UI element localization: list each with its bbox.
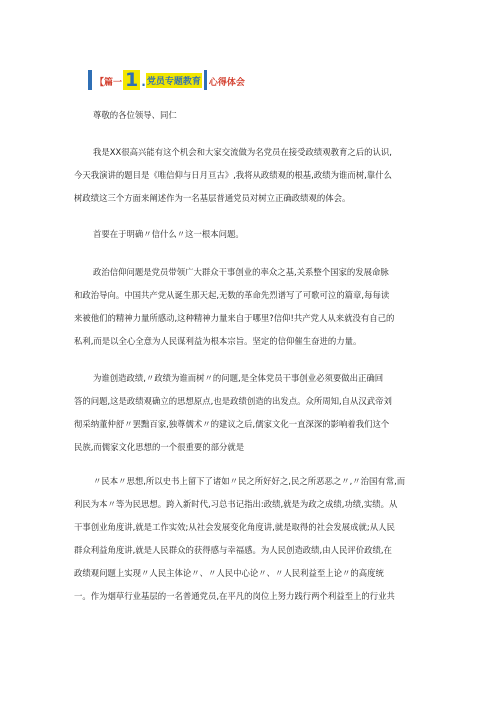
- paragraph-line: 和政治导向。中国共产党从诞生那天起,无数的革命先烈谱写了可歌可泣的篇章,每每读: [74, 290, 390, 300]
- document-title: [88, 66, 245, 90]
- paragraph-line: 〃民本〃思想,所以史书上留下了诸如〃民之所好好之,民之所恶恶之〃,〃治国有常,而: [93, 476, 406, 486]
- title-separator-decoration: [204, 70, 207, 90]
- paragraph-line: 今天我演讲的题目是《唯信仰与日月亘古》,我将从政绩观的根基,政绩为谁而树,靠什么: [74, 170, 392, 180]
- paragraph-line: 答的问题,这是政绩观确立的思想原点,也是政绩创造的出发点。众所周知,自从汉武帝刘: [74, 396, 392, 406]
- paragraph-line: 群众利益角度讲,就是人民群众的获得感与幸福感。为人民创造政绩,由人民评价政绩,在: [74, 545, 392, 555]
- paragraph-line: 我是XX很高兴能有这个机会和大家交流做为名党员在接受政绩观教育之后的认识,: [93, 147, 392, 157]
- paragraph-line: 树政绩这三个方面来阐述作为一名基层普通党员对树立正确政绩观的体会。: [74, 193, 351, 203]
- title-dot: .: [141, 75, 146, 89]
- paragraph-line: 来被他们的精神力量所感动,这种精神力量来自于哪里?信仰!共产党人从来就没有自己的: [74, 313, 395, 323]
- title-number: 1: [125, 69, 139, 91]
- paragraph-line: 私利,而是以全心全意为人民谋利益为根本宗旨。坚定的信仰催生奋进的力量。: [74, 336, 362, 346]
- title-label: 党员专题教育: [146, 73, 202, 88]
- paragraph-line: 干事创业角度讲,就是工作实效;从社会发展变化角度讲,就是取得的社会发展成就;从人民: [74, 522, 395, 532]
- paragraph-line: 彻采纳董仲舒〃罢黜百家,独尊儒术〃的建议之后,儒家文化一直深深的影响着我们这个: [74, 419, 390, 429]
- title-prefix: 【篇一: [95, 78, 123, 88]
- title-suffix: 心得体会: [208, 78, 245, 88]
- salutation: 尊敬的各位领导、同仁: [93, 110, 177, 120]
- paragraph-line: 一。作为烟草行业基层的一名普通党员,在平凡的岗位上努力践行两个利益至上的行业共: [74, 591, 395, 601]
- paragraph-line: 首要在于明确〃信什么〃这一根本问题。: [93, 229, 244, 239]
- paragraph-line: 民族,而儒家文化思想的一个很重要的部分就是: [74, 442, 245, 452]
- paragraph-line: 为谁创造政绩,〃政绩为谁而树〃的问题,是全体党员干事创业必须要做出正确回: [93, 373, 384, 383]
- paragraph-line: 利民为本〃等为民思想。跨入新时代,习总书记指出:政绩,就是为政之成绩,功绩,实绩。从: [74, 499, 398, 509]
- title-bar-decoration: [88, 70, 92, 90]
- paragraph-line: 政治信仰问题是党员带领广大群众干事创业的率众之基,关系整个国家的发展命脉: [93, 267, 389, 277]
- paragraph-line: 政绩观问题上实现〃人民主体论〃、〃人民中心论〃、〃人民利益至上论〃的高度统: [74, 568, 384, 578]
